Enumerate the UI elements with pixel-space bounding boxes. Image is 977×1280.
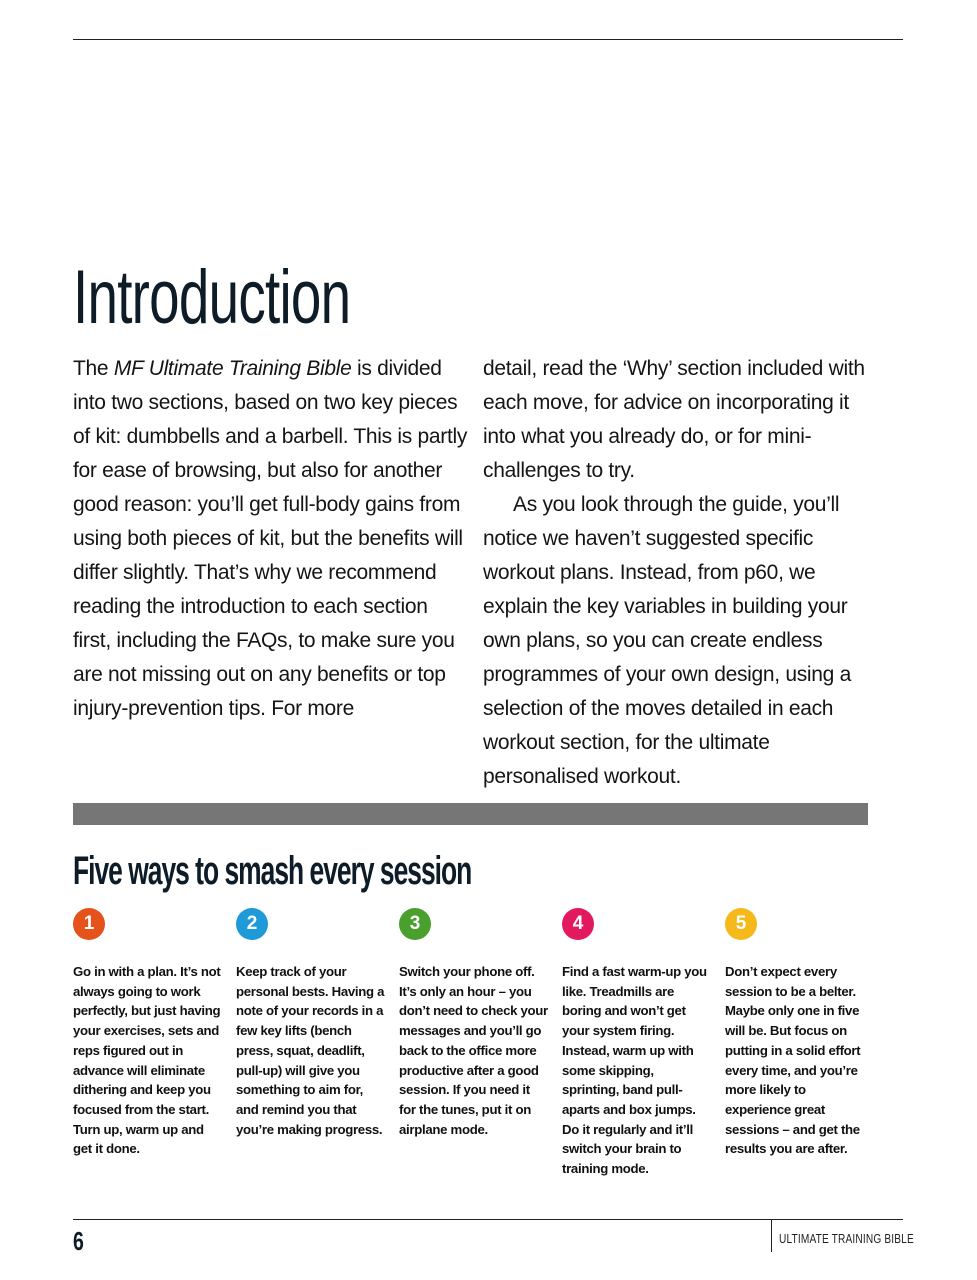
tip-text: Don’t expect every session to be a belter. Maybe only one in five will be. But focus on putting in a solid effort every time, and you’re more likely to experience great sessions – and get the results you are after.	[725, 964, 861, 1157]
section-divider-bar	[73, 803, 868, 825]
tip-number-badge: 4	[562, 908, 594, 940]
intro-continuation: detail, read the ‘Why’ section included with each move, for advice on incorporating it into what you already do, or for mini-challenges to try.	[483, 357, 865, 482]
intro-column-left	[73, 352, 469, 726]
intro-column-right	[483, 352, 883, 794]
book-title: MF Ultimate Training Bible	[113, 357, 352, 380]
page-title: Introduction	[73, 255, 351, 340]
top-rule	[73, 39, 903, 40]
tip-item	[73, 908, 223, 1159]
intro-paragraph-2: As you look through the guide, you’ll notice we haven’t suggested specific workout plans. Instead, from p60, we explain the key variables in building your own plans, so you can create endless programmes of your own design, using a selection of the moves detailed in each workout section, for the ultimate personalised workout.	[483, 493, 851, 788]
intro-rest: is divided into two sections, based on two key pieces of kit: dumbbells and a barbell. This is partly for ease of browsing, but also for another good reason: you’ll get full-body gains from using both pieces of kit, but the benefits will differ slightly. That’s why we recommend reading the introduction to each section first, including the FAQs, to make sure you are not missing out on any benefits or top injury-prevention tips. For more	[73, 357, 468, 720]
page-number: 6	[73, 1226, 84, 1256]
tip-text: Switch your phone off. It’s only an hour – you don’t need to check your messages and you’ll go back to the office more productive after a good session. If you need it for the tunes, put it on airplane mode.	[399, 964, 548, 1137]
tip-item	[399, 908, 549, 1139]
publication-name: ULTIMATE TRAINING BIBLE	[779, 1231, 914, 1246]
tip-text: Keep track of your personal bests. Having a note of your records in a few key lifts (bench press, squat, deadlift, pull-up) will give you something to aim for, and remind you that you’re making progress.	[236, 964, 385, 1137]
tip-number-badge: 2	[236, 908, 268, 940]
tip-number-badge: 3	[399, 908, 431, 940]
tip-item	[236, 908, 386, 1139]
footer-separator	[771, 1220, 772, 1252]
tip-text: Find a fast warm-up you like. Treadmills are boring and won’t get your system firing. Instead, warm up with some skipping, sprinting, band pull-aparts and box jumps. Do it regularly and it’ll switch your brain to training mode.	[562, 964, 707, 1177]
tip-number-badge: 1	[73, 908, 105, 940]
bottom-rule	[73, 1219, 903, 1220]
tip-text: Go in with a plan. It’s not always going to work perfectly, but just having your exercises, sets and reps figured out in advance will eliminate dithering and keep you focused from the start. Turn up, warm up and get it done.	[73, 964, 221, 1157]
tip-item	[562, 908, 712, 1179]
intro-lead: The	[73, 357, 114, 380]
tips-list	[73, 908, 903, 1208]
tip-item	[725, 908, 875, 1159]
intro-paragraph-1	[73, 352, 469, 726]
tip-number-badge: 5	[725, 908, 757, 940]
tips-heading: Five ways to smash every session	[73, 849, 472, 893]
